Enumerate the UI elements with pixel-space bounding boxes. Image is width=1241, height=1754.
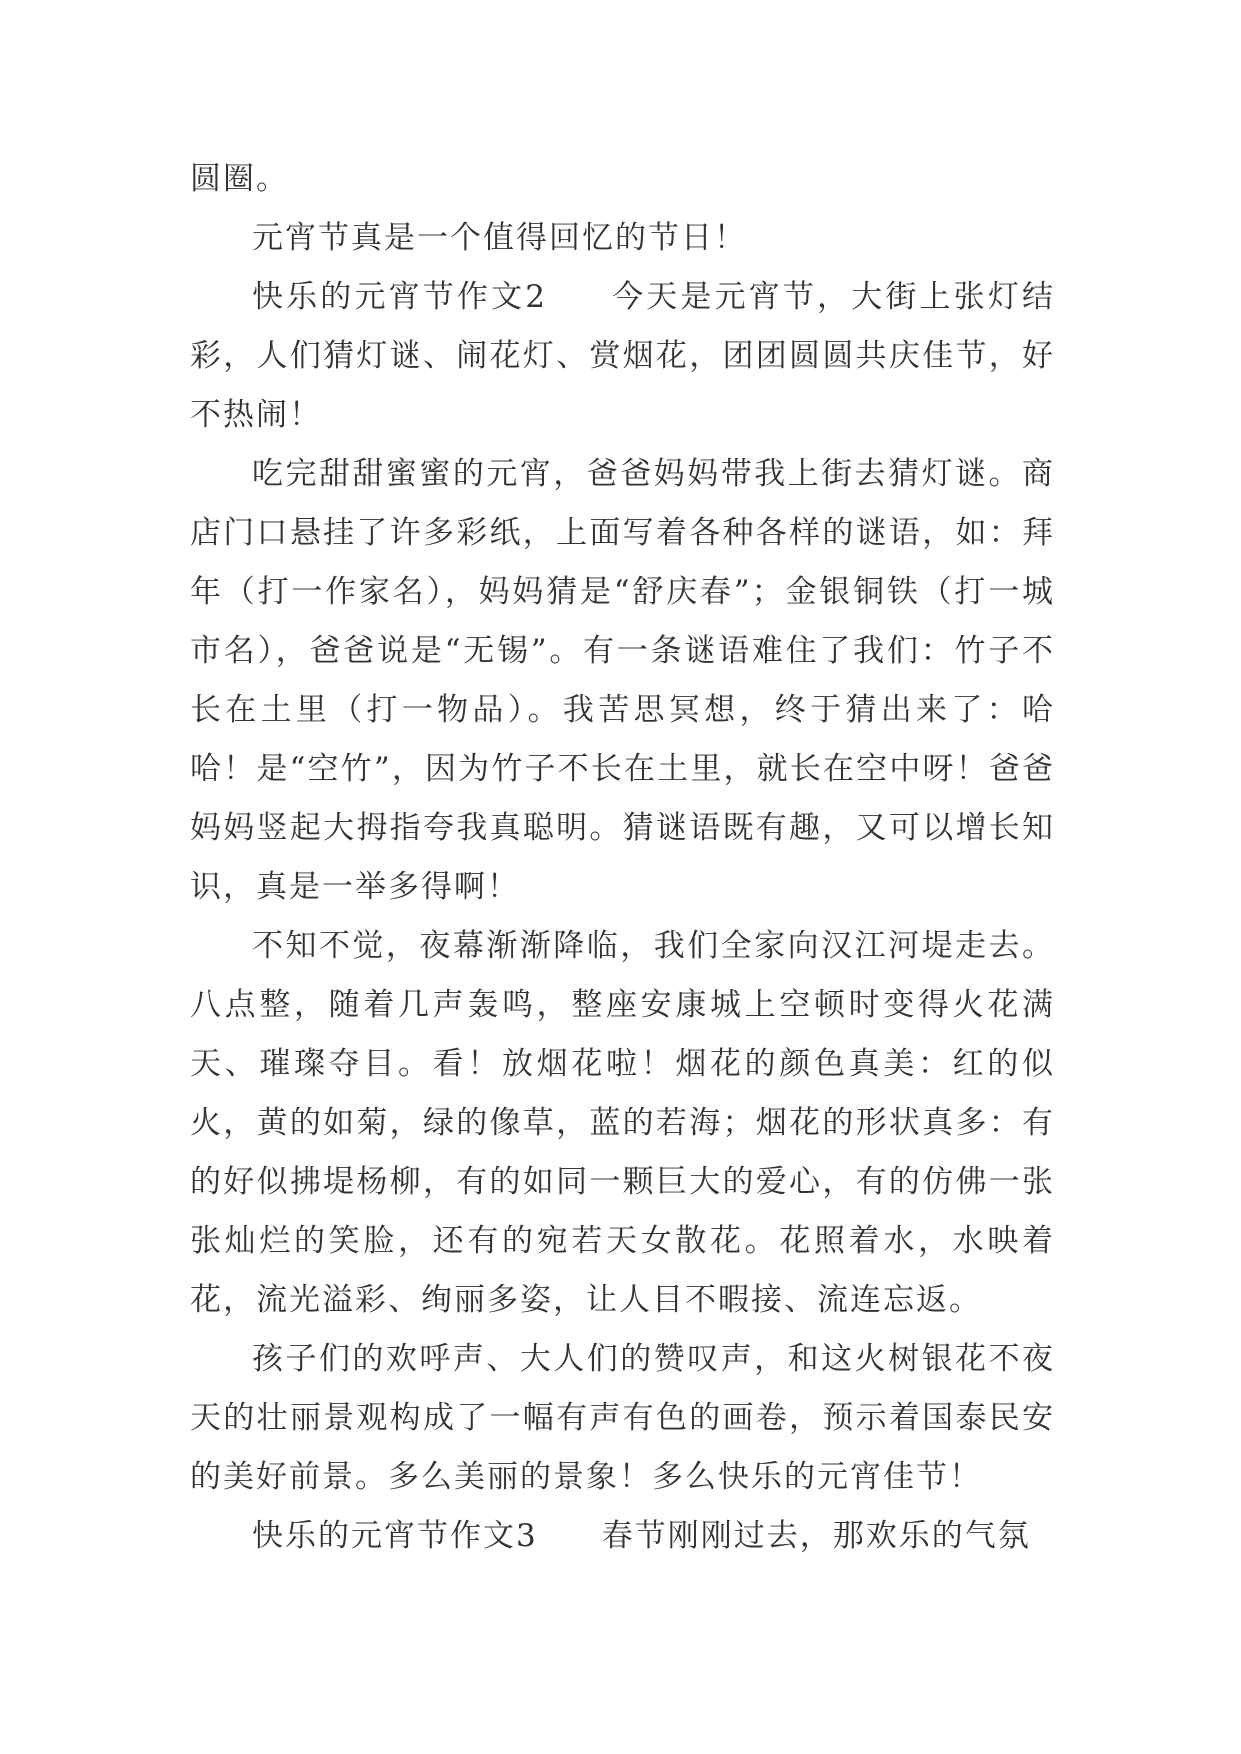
paragraph-essay-3-opening: [190, 1507, 1055, 1566]
paragraph-text: 今天是元宵节，大街上张灯结彩，人们猜灯谜、闹花灯、赏烟花，团团圆圆共庆佳节，好不热闹！: [190, 279, 1055, 433]
paragraph-conclusion: [190, 1330, 1055, 1507]
paragraph-closing: [190, 209, 1055, 268]
paragraph-text: 孩子们的欢呼声、大人们的赞叹声，和这火树银花不夜天的壮丽景观构成了一幅有声有色的画卷，预示着国泰民安的美好前景。多么美丽的景象！多么快乐的元宵佳节！: [190, 1341, 1055, 1495]
paragraph-text: 圆圈。: [190, 161, 289, 197]
paragraph-continuation: [190, 150, 1055, 209]
essay-heading: 快乐的元宵节作文2: [252, 279, 547, 315]
paragraph-text: 吃完甜甜蜜蜜的元宵，爸爸妈妈带我上街去猜灯谜。商店门口悬挂了许多彩纸，上面写着各种各样的谜语，如：拜年（打一作家名），妈妈猜是“舒庆春”；金银铜铁（打一城市名），爸爸说是“无锡”。有一条谜语难住了我们：竹子不长在土里（打一物品）。我苦思冥想，终于猜出来了：哈哈！是“空竹”，因为竹子不长在土里，就长在空中呀！爸爸妈妈竖起大拇指夸我真聪明。猜谜语既有趣，又可以增长知识，真是一举多得啊！: [190, 456, 1055, 905]
paragraph-text: 春节刚刚过去，那欢乐的气氛: [601, 1518, 1031, 1554]
paragraph-text: 元宵节真是一个值得回忆的节日！: [252, 220, 747, 256]
essay-heading: 快乐的元宵节作文3: [252, 1518, 538, 1554]
document-body: [190, 150, 1055, 1566]
paragraph-fireworks: [190, 917, 1055, 1330]
paragraph-text: 不知不觉，夜幕渐渐降临，我们全家向汉江河堤走去。八点整，随着几声轰鸣，整座安康城上空顿时变得火花满天、璀璨夺目。看！放烟花啦！烟花的颜色真美：红的似火，黄的如菊，绿的像草，蓝的若海；烟花的形状真多：有的好似拂堤杨柳，有的如同一颗巨大的爱心，有的仿佛一张张灿烂的笑脸，还有的宛若天女散花。花照着水，水映着花，流光溢彩、绚丽多姿，让人目不暇接、流连忘返。: [190, 928, 1055, 1318]
paragraph-essay-2-opening: [190, 268, 1055, 445]
paragraph-lantern-riddles: [190, 445, 1055, 917]
